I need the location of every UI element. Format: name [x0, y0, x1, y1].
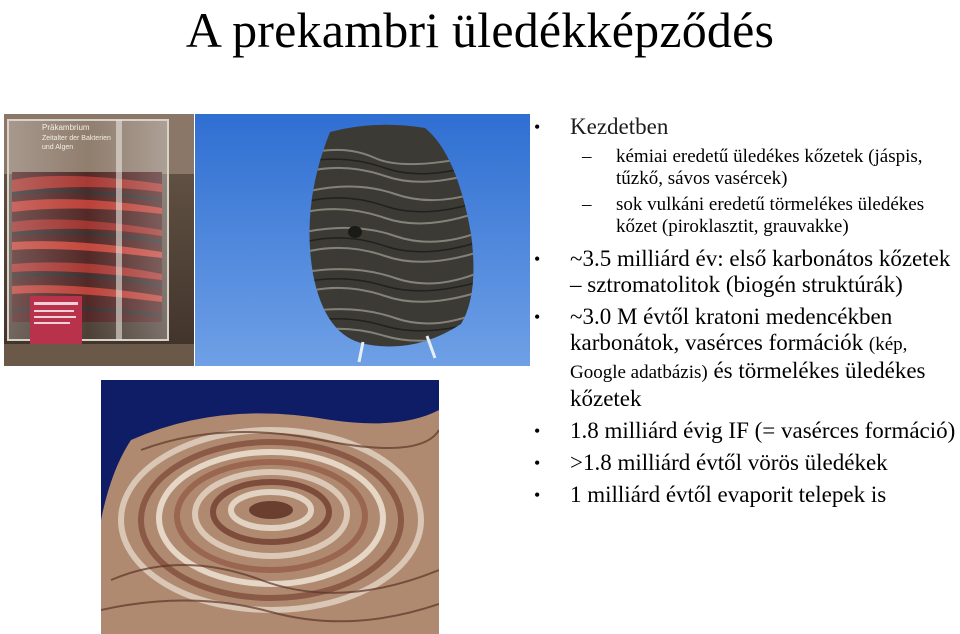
- list-item-text: Kezdetben: [570, 114, 669, 139]
- banded-rock-slab-illustration: [195, 114, 530, 366]
- bullet-icon: •: [534, 307, 541, 327]
- list-item-text: 1 milliárd évtől evaporit telepek is: [570, 482, 887, 507]
- list-item-text: 1.8 milliárd évig IF (= vasérces formáció): [570, 418, 956, 443]
- sub-item: [538, 194, 958, 238]
- museum-caption-mid: Zeitalter der Bakterien: [42, 135, 111, 142]
- list-item: [534, 246, 958, 298]
- sub-item-text: kémiai eredetű üledékes kőzetek (jáspis, tűzkő, sávos vasércek): [616, 146, 923, 189]
- bullet-icon: •: [534, 485, 541, 505]
- slide-title: A prekambri üledékképződés: [185, 2, 775, 58]
- bullet-icon: •: [534, 453, 541, 473]
- museum-exhibit-illustration: [4, 114, 194, 366]
- museum-caption-bottom: und Algen: [42, 144, 74, 151]
- stromatolite-illustration: [101, 380, 439, 634]
- list-item: [534, 418, 958, 444]
- list-item-text: ~3.5 milliárd év: első karbonátos kőzetek – sztromatolitok (biogén struktúrák): [570, 246, 951, 297]
- dash-icon: –: [582, 194, 592, 215]
- bullet-list: [534, 114, 958, 514]
- dash-icon: –: [582, 146, 592, 167]
- list-item-text-part: és törmelékes üledékes kőzetek: [570, 358, 926, 411]
- list-item: [534, 450, 958, 476]
- museum-exhibit-photo: [4, 114, 194, 366]
- list-item-head: [534, 114, 958, 140]
- list-item-text: [570, 304, 958, 412]
- museum-caption-top: Präkambrium: [42, 123, 90, 132]
- list-item-text-small: (kép, Google adatbázis): [570, 334, 908, 383]
- list-item: [534, 304, 958, 412]
- bullet-icon: •: [534, 249, 541, 269]
- sub-item-text: sok vulkáni eredetű törmelékes üledékes kőzet (piroklasztit, grauvakke): [616, 194, 925, 237]
- bullet-icon: •: [534, 117, 541, 137]
- list-item: [534, 482, 958, 508]
- bullet-icon: •: [534, 421, 541, 441]
- list-item-text-part: ~3.0 M évtől kratoni medencékben karbonátok, vasérces formációk: [570, 304, 893, 355]
- stromatolite-photo: [101, 380, 439, 634]
- list-item-text: >1.8 milliárd évtől vörös üledékek: [570, 450, 888, 475]
- banded-rock-slab-photo: [195, 114, 530, 366]
- sub-item: [538, 146, 958, 190]
